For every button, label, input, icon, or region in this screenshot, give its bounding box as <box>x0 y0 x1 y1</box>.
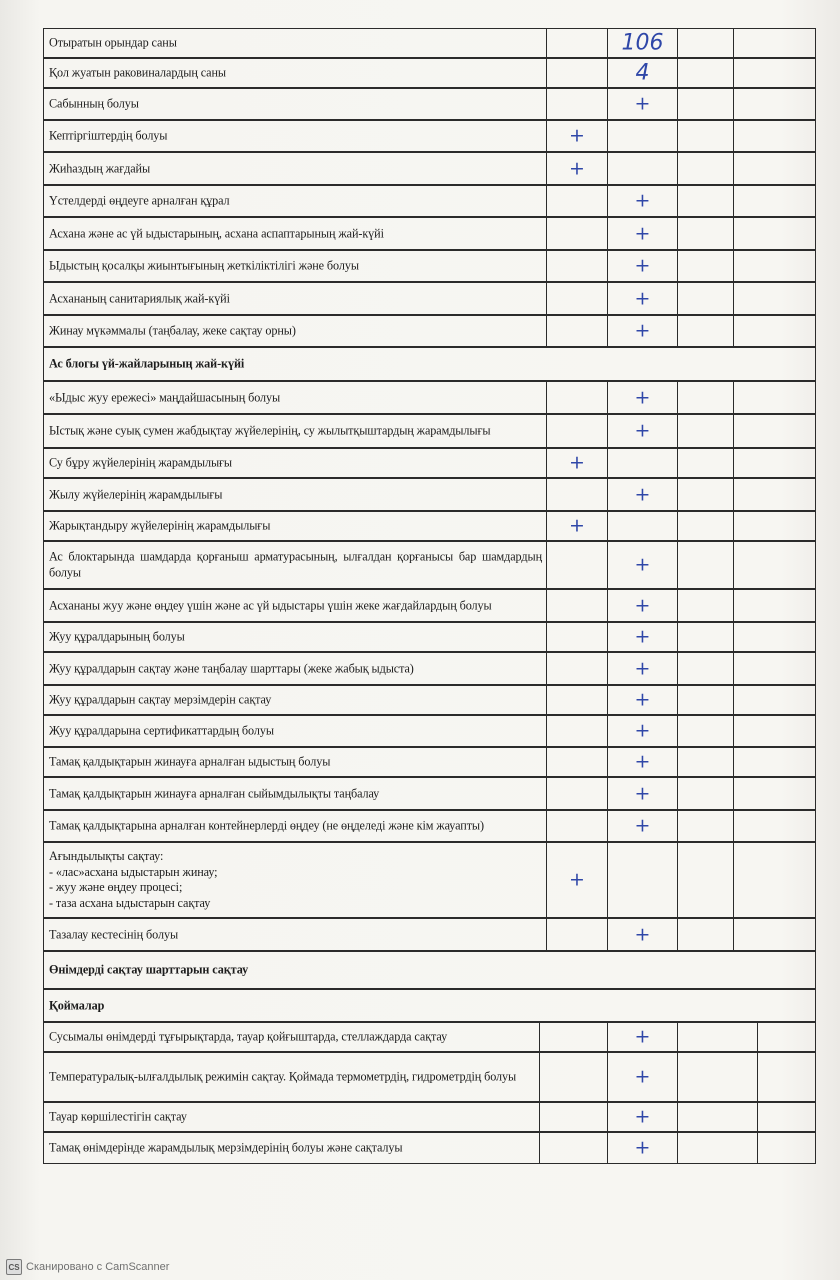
criterion-cell <box>43 185 546 217</box>
mark-column-2-cell <box>607 747 677 777</box>
criterion-label: Су бұру жүйелерінің жарамдылығы <box>49 455 233 470</box>
mark-column-2-cell <box>607 185 677 217</box>
handwritten-mark: + <box>634 594 651 616</box>
criterion-cell <box>43 414 546 448</box>
table-row <box>43 448 816 478</box>
handwritten-mark: + <box>634 923 651 945</box>
criterion-cell <box>43 511 546 541</box>
mark-column-1-cell <box>546 810 607 842</box>
empty-cell <box>677 777 733 810</box>
handwritten-mark: + <box>634 814 651 837</box>
table-row <box>43 1052 816 1102</box>
mark-column-2-cell <box>607 511 677 541</box>
mark-column-2-cell <box>607 381 677 414</box>
empty-cell <box>677 478 733 511</box>
handwritten-mark: + <box>634 319 651 342</box>
table-row <box>43 810 816 842</box>
empty-cell <box>677 448 733 478</box>
handwritten-mark: + <box>634 222 651 244</box>
empty-cell <box>677 88 733 120</box>
criterion-label: Тамақ қалдықтарын жинауға арналған сыйымдылықты таңбалау <box>49 785 380 800</box>
mark-column-1-cell <box>539 1102 607 1132</box>
mark-column-2-cell <box>607 541 677 589</box>
mark-column-1-cell <box>546 282 607 315</box>
mark-column-2-cell <box>607 685 677 715</box>
empty-cell <box>677 1102 757 1132</box>
mark-column-2-cell <box>607 1052 677 1102</box>
section-heading-row <box>43 347 816 381</box>
criterion-label: Қол жуатын раковиналардың саны <box>49 65 226 80</box>
table-row <box>43 120 816 152</box>
mark-column-2-cell <box>607 120 677 152</box>
criterion-cell <box>43 1022 539 1052</box>
mark-column-2-cell <box>607 250 677 282</box>
mark-column-1-cell <box>546 747 607 777</box>
section-heading-row <box>43 951 816 989</box>
empty-cell <box>677 685 733 715</box>
table-row <box>43 511 816 541</box>
empty-cell <box>733 414 816 448</box>
empty-cell <box>733 685 816 715</box>
empty-cell <box>733 589 816 622</box>
empty-cell <box>733 747 816 777</box>
mark-column-1-cell <box>546 120 607 152</box>
criterion-cell <box>43 589 546 622</box>
empty-cell <box>677 1022 757 1052</box>
table-row <box>43 217 816 250</box>
mark-column-2-cell <box>607 28 677 58</box>
handwritten-mark: + <box>634 287 651 309</box>
mark-column-1-cell <box>546 541 607 589</box>
empty-cell <box>733 185 816 217</box>
empty-cell <box>733 541 816 589</box>
mark-column-1-cell <box>546 478 607 511</box>
criterion-cell <box>43 58 546 88</box>
mark-column-1-cell <box>546 28 607 58</box>
mark-column-1-cell <box>546 622 607 652</box>
checklist-table <box>43 28 816 1164</box>
criterion-cell <box>43 1052 539 1102</box>
criterion-label: «Ыдыс жуу ережесі» маңдайшасының болуы <box>49 389 281 404</box>
handwritten-mark: + <box>634 1065 651 1088</box>
criterion-label: Жуу құралдарын сақтау мерзімдерін сақтау <box>49 692 272 707</box>
criterion-label: Тамақ өнімдерінде жарамдылық мерзімдерінің болуы және сақталуы <box>49 1140 403 1155</box>
empty-cell <box>733 810 816 842</box>
mark-column-2-cell <box>607 315 677 347</box>
table-row <box>43 1132 816 1164</box>
mark-column-2-cell <box>607 1132 677 1164</box>
criterion-cell <box>43 381 546 414</box>
handwritten-mark: + <box>634 189 651 212</box>
table-row <box>43 747 816 777</box>
criterion-label: Жарықтандыру жүйелерінің жарамдылығы <box>49 518 271 533</box>
criterion-label: Асхананың санитариялық жай-күйі <box>49 290 230 305</box>
empty-cell <box>733 217 816 250</box>
criterion-cell <box>43 541 546 589</box>
empty-cell <box>677 120 733 152</box>
empty-cell <box>733 381 816 414</box>
criterion-cell <box>43 918 546 951</box>
mark-column-2-cell <box>607 88 677 120</box>
mark-column-2-cell <box>607 622 677 652</box>
empty-cell <box>677 1052 757 1102</box>
criterion-cell <box>43 1102 539 1132</box>
criterion-label: Кептіргіштердің болуы <box>49 128 168 143</box>
empty-cell <box>677 1132 757 1164</box>
empty-cell <box>733 478 816 511</box>
table-row <box>43 414 816 448</box>
criterion-label: Үстелдерді өңдеуге арналған құрал <box>49 193 230 208</box>
mark-column-2-cell <box>607 842 677 918</box>
camscanner-logo-icon: CS <box>6 1259 22 1275</box>
mark-column-1-cell <box>546 58 607 88</box>
criterion-label: Тамақ қалдықтарына арналған контейнерлерді өңдеу (не өңделеді және кім жауапты) <box>49 818 484 833</box>
criterion-cell <box>43 478 546 511</box>
criterion-cell <box>43 622 546 652</box>
handwritten-mark: + <box>569 514 585 537</box>
empty-cell <box>733 120 816 152</box>
table-row <box>43 88 816 120</box>
handwritten-mark: + <box>634 657 651 679</box>
criterion-cell <box>43 810 546 842</box>
mark-column-2-cell <box>607 777 677 810</box>
empty-cell <box>677 152 733 185</box>
mark-column-1-cell <box>539 1132 607 1164</box>
handwritten-mark: + <box>569 157 585 179</box>
empty-cell <box>677 541 733 589</box>
empty-cell <box>677 185 733 217</box>
empty-cell <box>677 589 733 622</box>
empty-cell <box>733 28 816 58</box>
mark-column-1-cell <box>539 1052 607 1102</box>
table-row <box>43 315 816 347</box>
empty-cell <box>677 810 733 842</box>
table-row <box>43 918 816 951</box>
empty-cell <box>677 381 733 414</box>
empty-cell <box>733 842 816 918</box>
empty-cell <box>757 1052 816 1102</box>
mark-column-1-cell <box>546 652 607 685</box>
criterion-label: Жылу жүйелерінің жарамдылығы <box>49 486 223 501</box>
mark-column-2-cell <box>607 152 677 185</box>
criterion-cell <box>43 777 546 810</box>
mark-column-1-cell <box>546 217 607 250</box>
table-row <box>43 777 816 810</box>
table-row <box>43 381 816 414</box>
criterion-label: Жиһаздың жағдайы <box>49 160 151 175</box>
table-row <box>43 185 816 217</box>
mark-column-2-cell <box>607 1102 677 1132</box>
empty-cell <box>677 652 733 685</box>
mark-column-1-cell <box>546 88 607 120</box>
handwritten-mark: + <box>569 124 585 147</box>
criterion-label: Жуу құралдарының болуы <box>49 629 185 644</box>
mark-column-2-cell <box>607 715 677 747</box>
empty-cell <box>733 448 816 478</box>
criterion-cell <box>43 88 546 120</box>
scanner-footer <box>6 1259 169 1275</box>
handwritten-mark: + <box>634 750 651 773</box>
criterion-label: Температуралық-ылғалдылық режимін сақтау. Қоймада термометрдің, гидрометрдің болуы <box>49 1069 517 1084</box>
handwritten-mark: + <box>634 419 651 442</box>
empty-cell <box>733 652 816 685</box>
criterion-cell <box>43 448 546 478</box>
mark-column-1-cell <box>546 589 607 622</box>
table-row <box>43 715 816 747</box>
mark-column-1-cell <box>546 381 607 414</box>
empty-cell <box>733 282 816 315</box>
mark-column-2-cell <box>607 589 677 622</box>
handwritten-mark: 4 <box>635 60 650 86</box>
table-row <box>43 58 816 88</box>
empty-cell <box>733 918 816 951</box>
handwritten-mark: + <box>634 688 651 711</box>
empty-cell <box>757 1102 816 1132</box>
empty-cell <box>733 250 816 282</box>
empty-cell <box>733 315 816 347</box>
mark-column-1-cell <box>539 1022 607 1052</box>
criterion-cell <box>43 1132 539 1164</box>
table-row <box>43 250 816 282</box>
handwritten-mark: + <box>634 1136 651 1159</box>
criterion-label: Асхана және ас үй ыдыстарының, асхана аспаптарының жай-күйі <box>49 225 384 240</box>
table-row <box>43 652 816 685</box>
empty-cell <box>677 282 733 315</box>
mark-column-1-cell <box>546 185 607 217</box>
handwritten-mark: 106 <box>621 30 664 56</box>
empty-cell <box>677 217 733 250</box>
mark-column-2-cell <box>607 448 677 478</box>
criterion-label: Жуу құралдарына сертификаттардың болуы <box>49 723 274 738</box>
section-heading: Өнімдерді сақтау шарттарын сақтау <box>49 962 249 977</box>
mark-column-1-cell <box>546 152 607 185</box>
handwritten-mark: + <box>634 553 651 576</box>
handwritten-mark: + <box>569 451 585 474</box>
criterion-label: Сабынның болуы <box>49 96 139 111</box>
criterion-cell <box>43 152 546 185</box>
empty-cell <box>677 511 733 541</box>
heading-cell <box>43 951 816 989</box>
mark-column-1-cell <box>546 250 607 282</box>
handwritten-mark: + <box>634 782 651 804</box>
heading-cell <box>43 347 816 381</box>
empty-cell <box>677 622 733 652</box>
empty-cell <box>733 715 816 747</box>
table-row <box>43 1022 816 1052</box>
criterion-cell <box>43 842 546 918</box>
empty-cell <box>733 88 816 120</box>
criterion-label: Ыдыстың қосалқы жиынтығының жеткіліктілігі және болуы <box>49 258 359 273</box>
empty-cell <box>677 842 733 918</box>
table-row <box>43 1102 816 1132</box>
section-heading-row <box>43 989 816 1022</box>
handwritten-mark: + <box>634 92 651 115</box>
mark-column-1-cell <box>546 777 607 810</box>
handwritten-mark: + <box>634 1025 651 1048</box>
criterion-label: Ағындылықты сақтау: - «лас»асхана ыдыстарын жинау; - жуу және өңдеу процесі; - таза асхана ыдыстарын сақтау <box>49 849 218 910</box>
table-row <box>43 685 816 715</box>
criterion-label: Жуу құралдарын сақтау және таңбалау шарттары (жеке жабық ыдыста) <box>49 660 414 675</box>
mark-column-1-cell <box>546 715 607 747</box>
empty-cell <box>733 152 816 185</box>
mark-column-2-cell <box>607 652 677 685</box>
mark-column-1-cell <box>546 448 607 478</box>
criterion-label: Асхананы жуу және өңдеу үшін және ас үй ыдыстары үшін жеке жағдайлардың болуы <box>49 597 492 612</box>
criterion-cell <box>43 715 546 747</box>
table-row <box>43 842 816 918</box>
criterion-label: Жинау мүкәммалы (таңбалау, жеке сақтау орны) <box>49 323 296 338</box>
empty-cell <box>733 777 816 810</box>
criterion-label: Тамақ қалдықтарын жинауға арналған ыдыстың болуы <box>49 754 331 769</box>
criterion-cell <box>43 28 546 58</box>
criterion-cell <box>43 217 546 250</box>
mark-column-1-cell <box>546 685 607 715</box>
mark-column-1-cell <box>546 842 607 918</box>
empty-cell <box>677 28 733 58</box>
criterion-cell <box>43 747 546 777</box>
criterion-cell <box>43 685 546 715</box>
table-row <box>43 541 816 589</box>
criterion-cell <box>43 250 546 282</box>
scanner-watermark-text: Сканировано с CamScanner <box>26 1261 170 1273</box>
mark-column-2-cell <box>607 58 677 88</box>
criterion-cell <box>43 652 546 685</box>
section-heading: Қоймалар <box>49 997 105 1012</box>
empty-cell <box>677 414 733 448</box>
criterion-label: Отыратын орындар саны <box>49 35 177 50</box>
handwritten-mark: + <box>634 719 651 742</box>
mark-column-1-cell <box>546 918 607 951</box>
empty-cell <box>677 250 733 282</box>
empty-cell <box>677 315 733 347</box>
handwritten-mark: + <box>634 1105 651 1128</box>
mark-column-2-cell <box>607 414 677 448</box>
handwritten-mark: + <box>634 625 651 648</box>
section-heading: Ас блогы үй-жайларының жай-күйі <box>49 356 245 371</box>
criterion-cell <box>43 120 546 152</box>
criterion-label: Тауар көршілестігін сақтау <box>49 1109 187 1124</box>
table-row <box>43 28 816 58</box>
mark-column-2-cell <box>607 478 677 511</box>
table-row <box>43 622 816 652</box>
table-row <box>43 282 816 315</box>
mark-column-2-cell <box>607 918 677 951</box>
mark-column-2-cell <box>607 810 677 842</box>
criterion-label: Ас блоктарында шамдарда қорғаныш арматурасының, ылғалдан қорғанысы бар шамдардың болуы <box>49 549 542 579</box>
empty-cell <box>733 622 816 652</box>
mark-column-2-cell <box>607 217 677 250</box>
criterion-label: Ыстық және суық сумен жабдықтау жүйелерінің, су жылытқыштардың жарамдылығы <box>49 423 491 438</box>
criterion-cell <box>43 282 546 315</box>
table-row <box>43 589 816 622</box>
empty-cell <box>677 58 733 88</box>
handwritten-mark: + <box>634 254 651 277</box>
empty-cell <box>677 747 733 777</box>
criterion-cell <box>43 315 546 347</box>
table-row <box>43 152 816 185</box>
mark-column-1-cell <box>546 414 607 448</box>
handwritten-mark: + <box>634 483 651 505</box>
handwritten-mark: + <box>634 386 651 408</box>
empty-cell <box>733 58 816 88</box>
mark-column-1-cell <box>546 315 607 347</box>
criterion-label: Сусымалы өнімдерді тұғырықтарда, тауар қойғыштарда, стеллаждарда сақтау <box>49 1029 448 1044</box>
heading-cell <box>43 989 816 1022</box>
mark-column-2-cell <box>607 1022 677 1052</box>
empty-cell <box>757 1022 816 1052</box>
empty-cell <box>757 1132 816 1164</box>
mark-column-1-cell <box>546 511 607 541</box>
criterion-label: Тазалау кестесінің болуы <box>49 926 179 941</box>
mark-column-2-cell <box>607 282 677 315</box>
empty-cell <box>677 918 733 951</box>
handwritten-mark: + <box>569 868 585 891</box>
empty-cell <box>677 715 733 747</box>
empty-cell <box>733 511 816 541</box>
table-row <box>43 478 816 511</box>
